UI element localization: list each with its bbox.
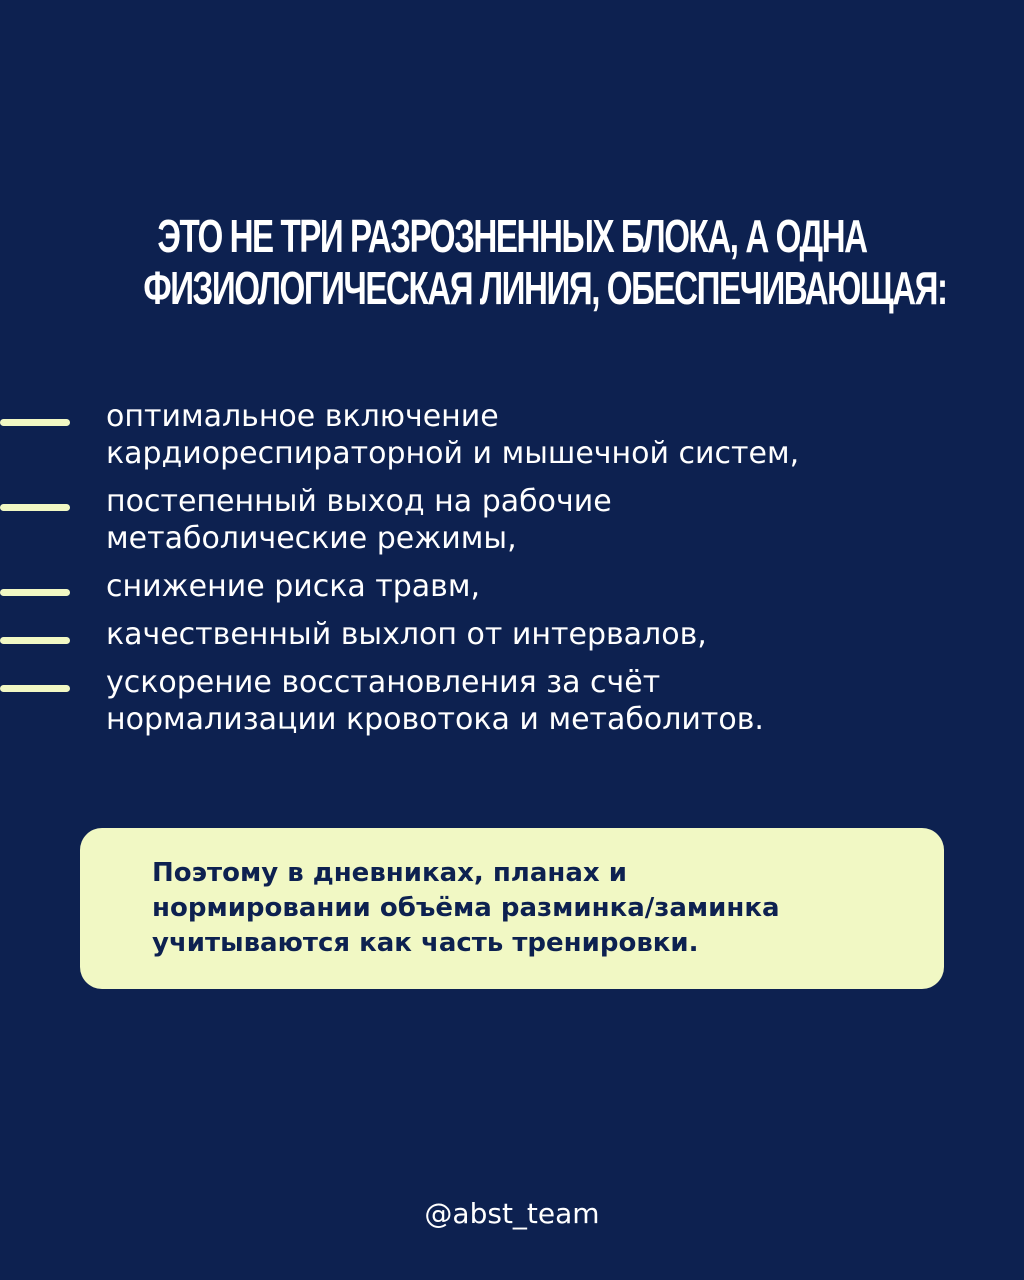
dash-icon <box>0 637 70 644</box>
bullet-text: ускорение восстановления за счёт нормализации кровотока и метаболитов. <box>106 665 764 737</box>
bullet-list <box>0 398 960 749</box>
bullet-text: постепенный выход на рабочие метаболические режимы, <box>106 484 612 556</box>
bullet-item-2 <box>0 483 960 557</box>
dash-icon <box>0 504 70 511</box>
bullet-item-4 <box>0 616 960 653</box>
headline-line-2: ФИЗИОЛОГИЧЕСКАЯ ЛИНИЯ, ОБЕСПЕЧИВАЮЩАЯ: <box>143 262 947 314</box>
bullet-item-1 <box>0 398 960 472</box>
dash-icon <box>0 419 70 426</box>
bullet-text: качественный выхлоп от интервалов, <box>106 617 707 652</box>
bullet-item-3 <box>0 568 960 605</box>
headline <box>143 210 947 314</box>
bullet-item-5 <box>0 664 960 738</box>
note-text: Поэтому в дневниках, планах и нормировании объёма разминка/заминка учитываются как часть тренировки. <box>152 858 780 958</box>
account-handle: @abst_team <box>424 1197 600 1230</box>
dash-icon <box>0 685 70 692</box>
headline-line-1: ЭТО НЕ ТРИ РАЗРОЗНЕННЫХ БЛОКА, А ОДНА <box>157 210 867 262</box>
bullet-text: снижение риска травм, <box>106 569 481 604</box>
dash-icon <box>0 589 70 596</box>
bullet-text: оптимальное включение кардиореспираторной и мышечной систем, <box>106 399 800 471</box>
note-box <box>80 828 944 989</box>
